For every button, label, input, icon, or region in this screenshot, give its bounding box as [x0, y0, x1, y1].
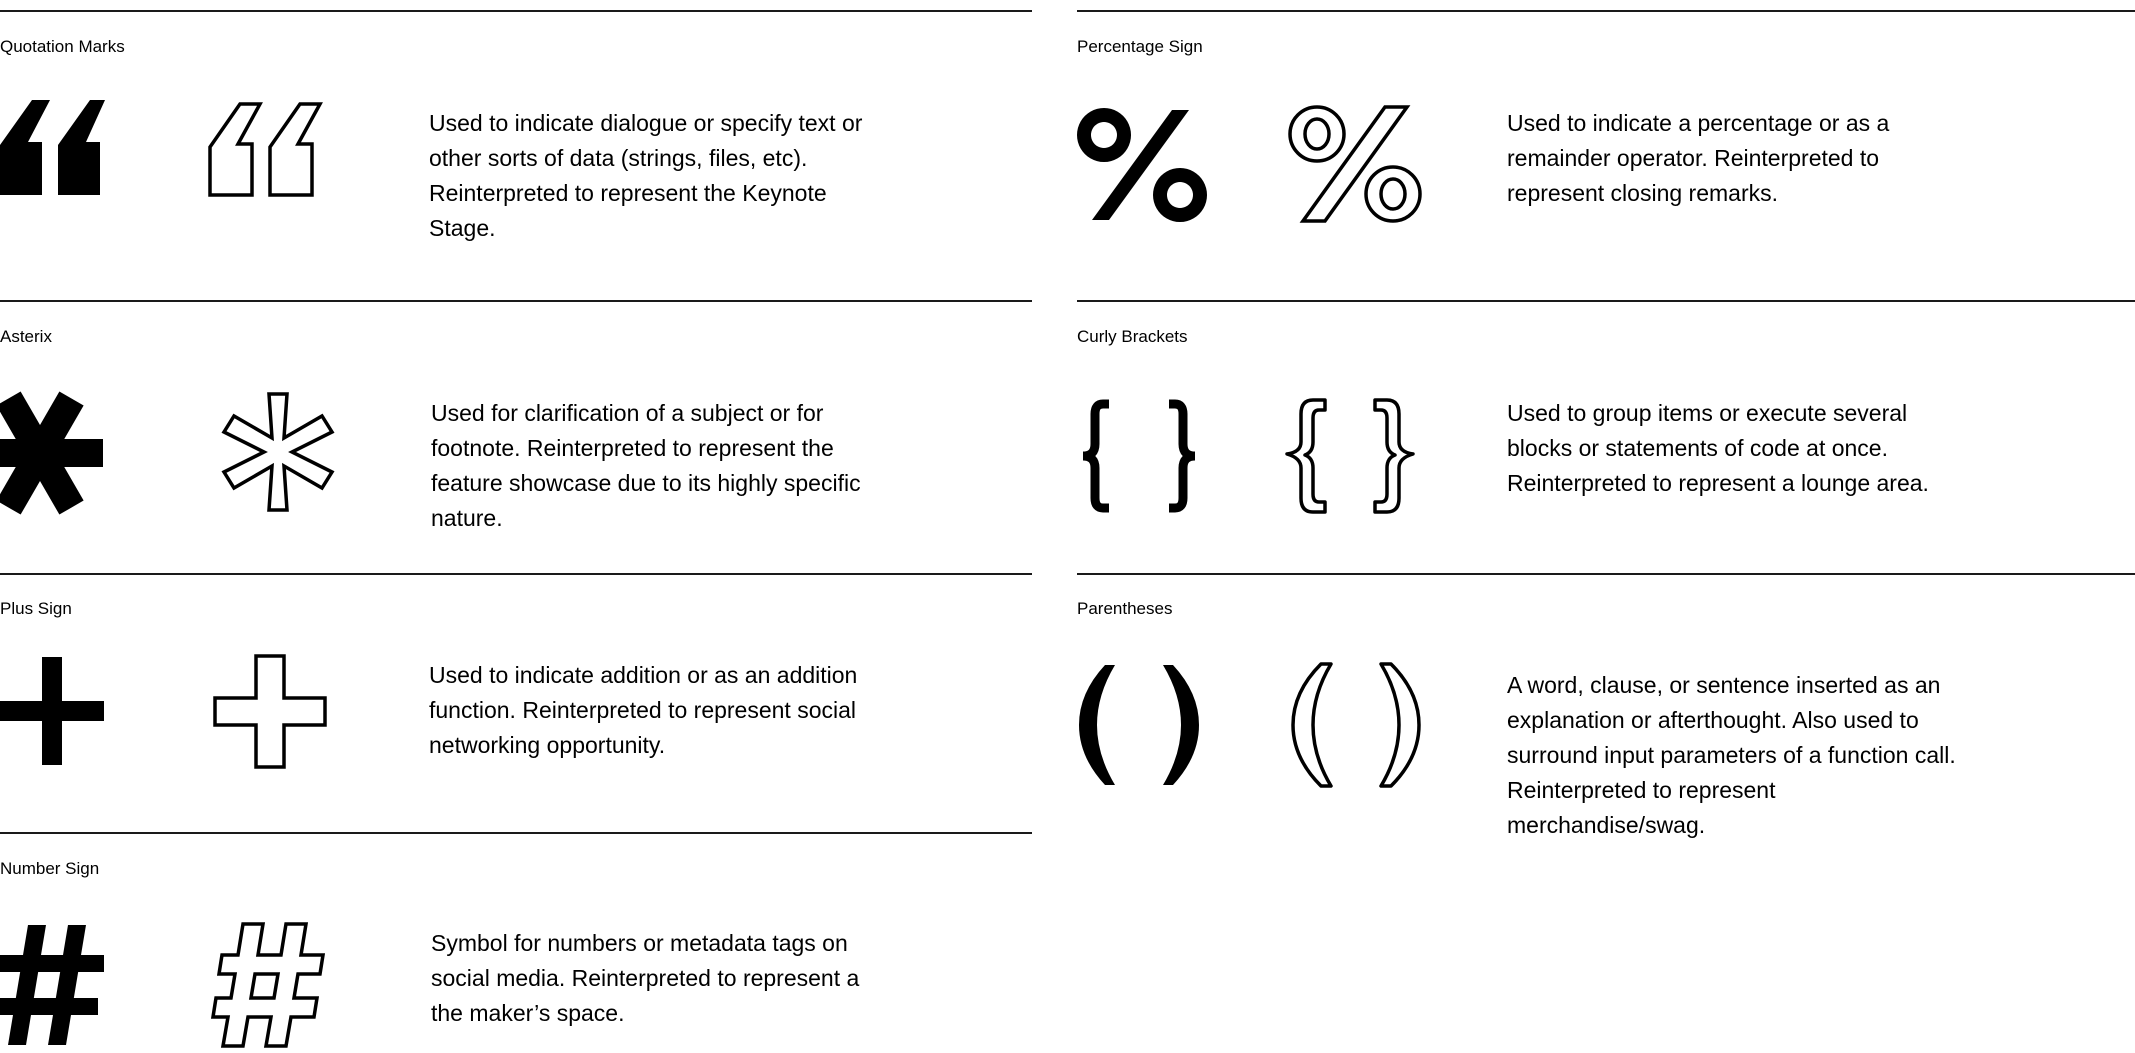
plus-solid-icon: [0, 657, 104, 765]
parentheses-outline-icon: [1291, 662, 1421, 788]
percent-outline-icon: [1287, 104, 1423, 224]
section-label: Number Sign: [0, 859, 100, 878]
section-label: Plus Sign: [0, 599, 72, 618]
section-description: Used to group items or execute several blocks or statements of code at once. Reinterpreted to represent a lounge area.: [1507, 400, 1929, 496]
section-description: A word, clause, or sentence inserted as an explanation or afterthought. Also used to surround input parameters of a function call. Reinterpreted to represent merchandise/swag.: [1507, 672, 1956, 838]
asterisk-outline-icon: [213, 390, 343, 515]
section-description: Symbol for numbers or metadata tags on social media. Reinterpreted to represent a the maker’s space.: [431, 930, 860, 1026]
number-sign-solid-icon: [0, 925, 104, 1045]
asterisk-solid-icon: [0, 393, 120, 513]
parentheses-solid-icon: [1077, 665, 1201, 785]
section-label: Percentage Sign: [1077, 37, 1203, 56]
section-description: Used to indicate addition or as an addition function. Reinterpreted to represent social networking opportunity.: [429, 662, 858, 758]
section-divider: [0, 573, 1032, 575]
plus-outline-icon: [213, 654, 327, 769]
section-label: Quotation Marks: [0, 37, 125, 56]
section-divider: [1077, 300, 2135, 302]
quotation-marks-solid-icon: [0, 100, 105, 195]
section-divider: [0, 10, 1032, 12]
section-divider: [1077, 10, 2135, 12]
section-description: Used to indicate dialogue or specify text or other sorts of data (strings, files, etc). Reinterpreted to represent the Keynote Stage.: [429, 110, 863, 241]
section-divider: [0, 832, 1032, 834]
quotation-marks-outline-icon: [208, 102, 323, 197]
section-description: Used to indicate a percentage or as a remainder operator. Reinterpreted to represent closing remarks.: [1507, 110, 1890, 206]
section-divider: [1077, 573, 2135, 575]
section-label: Curly Brackets: [1077, 327, 1188, 346]
section-label: Parentheses: [1077, 599, 1173, 618]
curly-brackets-solid-icon: [1077, 400, 1201, 512]
curly-brackets-outline-icon: [1285, 398, 1415, 514]
percent-solid-icon: [1077, 108, 1207, 222]
number-sign-outline-icon: [211, 922, 327, 1048]
section-label: Asterix: [0, 327, 52, 346]
section-description: Used for clarification of a subject or for footnote. Reinterpreted to represent the feature showcase due to its highly specific nature.: [431, 400, 861, 531]
section-divider: [0, 300, 1032, 302]
